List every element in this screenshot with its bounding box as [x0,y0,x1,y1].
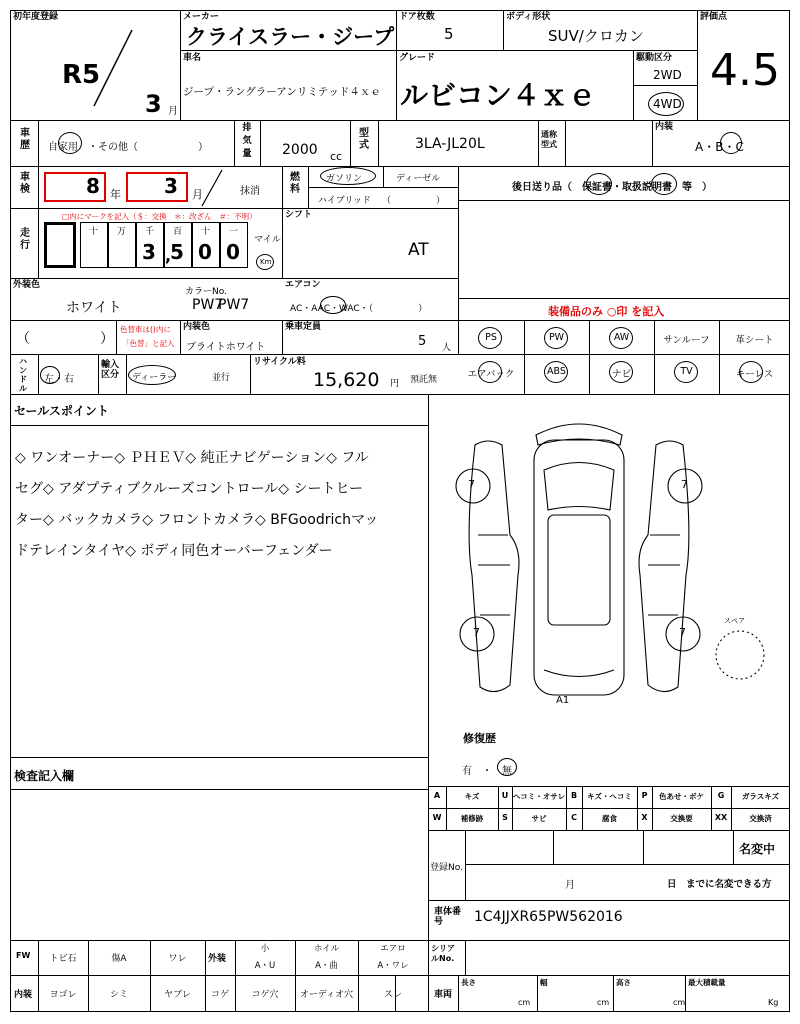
interior-grade: A・B・C [695,140,744,154]
sales-line: ター◇ バックカメラ◇ フロントカメラ◇ BFGoodrichマッ [15,512,379,528]
equipment-item: エアバック [467,369,515,380]
equipment-item: ナビ [611,369,631,380]
legend-desc: 交換済 [749,814,772,823]
tire-mark-rr: 7 [679,626,686,639]
small-label: 小 [260,944,270,954]
model-label: 車名 [183,53,202,63]
fuel-hybrid: ハイブリッド [318,196,372,206]
interior-item: オーディオ穴 [299,990,354,1000]
fw-item: 傷A [111,954,127,964]
tire-mark-fr: 7 [681,478,688,491]
handle-circle [40,366,60,384]
insp-month-suffix: 月 [192,188,203,201]
ac-circle [320,296,346,314]
docs-text: 後日送り品（ 保証書・取扱説明書 等 ） [512,182,712,193]
docs-circle-2 [651,173,677,195]
first-reg-month-suffix: 月 [168,106,178,117]
color-change-note-2: 「色替」と記入 [122,339,175,348]
name-change: 名変中 [739,842,776,856]
fuel-other: （ ） [382,196,446,206]
equipment-circle [674,361,698,383]
legend-code: B [570,791,578,800]
odometer-digit: 0 [198,240,212,264]
color-change-paren: （ ） [16,331,114,347]
bottom-divider [613,975,614,1012]
reg-day-text: 日 までに名変できる方 [667,879,772,890]
legend-code: S [502,813,508,822]
fw-label: FW [16,951,31,960]
legend-code: X [641,813,648,822]
color-no: PW7 [192,297,224,313]
interior-item: ヤブレ [164,990,191,1000]
maker-label: メーカー [183,12,219,22]
doors: 5 [444,25,454,43]
color-change-note-1: 色替車は()内に [120,325,171,334]
legend-desc: 交換要 [670,814,693,823]
equipment-item: サンルーフ [663,335,710,346]
displacement-unit: cc [330,150,343,163]
fuel-gasoline: ガソリン [326,174,363,184]
maker: クライスラー・ジープ [186,25,395,49]
int-color-label: 内装色 [183,322,211,332]
equipment-item: 革シート [735,335,774,346]
capacity-unit: 人 [442,343,452,353]
odometer-digit: 3 [142,240,156,264]
vin-value: 1C4JJXR65PW562016 [474,909,623,925]
insp-month-box [126,172,188,202]
legend-desc: 腐食 [602,814,617,823]
first-reg-era: R5 [62,60,101,90]
displacement-label: 排気量 [242,123,252,159]
body-label: ボディ形状 [506,12,551,22]
reg-month: 月 [565,880,575,891]
drive-2wd: 2WD [653,68,682,82]
fw-item: トビ石 [49,954,77,964]
shift: AT [408,240,429,260]
score-label: 評価点 [700,12,728,22]
grade-label: グレード [399,53,436,63]
legend-code: XX [714,813,728,822]
legend-desc: 色あせ・ボケ [659,792,704,801]
legend-code: U [501,791,509,800]
drive-4wd: 4WD [653,97,682,111]
legend-code: W [432,813,442,822]
handle-value: 左・右 [44,374,74,385]
mile-unit: マイル [254,235,281,245]
legend-code: C [571,813,577,822]
doors-label: ドア枚数 [399,12,435,22]
first-reg-month: 3 [145,90,162,118]
inspection-notes-title: 検査記入欄 [14,769,75,783]
equipment-circle [478,327,502,349]
interior-item: コゲ [210,990,229,1000]
type-code: 3LA-JL20L [415,136,485,152]
tire-mark-rl: 7 [473,626,480,639]
mileage-note: □内にマークを記入（＄：交換 ＊：改ざん ＃：不明） [62,212,257,221]
equipment-circle [478,361,502,383]
exterior-label: 外装 [208,954,227,964]
odometer-unit: 一 [229,227,239,237]
equipment-item: PW [548,332,565,343]
legend-desc: ヘコミ・オサレ [512,792,566,801]
tire-mark-fl: 7 [468,478,475,491]
type-label: 型式 [359,128,369,151]
score: 4.5 [710,45,780,96]
bottom-divider [395,975,396,1012]
odometer-digit: 5 [170,240,184,264]
height-unit: cm [673,998,686,1007]
height-label: 高さ [616,978,631,987]
body-type: SUV/クロカン [548,27,644,45]
equipment-circle [544,327,568,349]
serial-label: シリアルNo. [431,944,455,963]
int-color: ブライトホワイト [186,342,266,353]
mileage-box-0 [44,222,76,268]
wheel-value: A・曲 [315,961,338,971]
interior-row-label: 内装 [14,990,33,1000]
recycle-unit: 円 [390,379,400,389]
repair-value: 有 ・ 無 [462,766,512,777]
wheel-label: ホイル [313,944,340,954]
insp-year: 8 [86,174,100,198]
sales-line: セグ◇ アダプティブクルーズコントロール◇ シートヒー [15,481,363,497]
drive-4wd-circle [648,92,684,116]
sales-line: ◇ ワンオーナー◇ ＰＨＥＶ◇ 純正ナビゲーション◇ フル [15,450,369,466]
odometer-unit: 百 [173,227,183,237]
import-dealer: ディーラー [132,373,177,383]
mileage-label: 走行 [20,228,30,251]
import-parallel: 並行 [212,373,231,383]
legend-desc: キズ・ヘコミ [587,792,632,801]
km-circle [256,254,274,270]
bottom-divider [685,975,686,1012]
first-reg-label: 初年度登録 [13,12,59,22]
handle-label: ハンドル [19,357,27,393]
bottom-divider [537,975,538,1012]
equip-title: 装備品のみ ○印 を記入 [548,305,665,318]
legend-desc: サビ [531,814,547,823]
equipment-item: AW [613,332,630,343]
capacity: 5 [418,334,427,349]
history-label: 車歴 [20,128,30,151]
odometer-unit: 千 [145,227,155,237]
ac-label: エアコン [285,280,321,290]
odometer-digit: 0 [226,240,240,264]
insp-year-suffix: 年 [110,188,121,201]
displacement: 2000 [282,142,318,158]
small-value: A・U [254,961,276,971]
import-label: 輸入区分 [101,360,120,380]
fuel-label: 燃料 [290,172,300,195]
bottom-divider [458,975,459,1012]
aero-label: エアロ [380,944,406,954]
spare-label: スペア [724,617,745,625]
max-load-unit: Kg [768,998,779,1007]
sales-title: セールスポイント [14,404,109,418]
damage-a1: A1 [556,695,570,706]
recycle-value: 15,620 [313,369,380,391]
interior-item: スレ [383,990,402,1000]
car-damage-diagram [440,415,780,715]
capacity-label: 乗車定員 [285,322,322,332]
odometer-comma: , [165,246,172,265]
import-circle [128,365,176,385]
repair-circle [497,758,517,776]
legend-code: A [433,791,441,800]
fuel-gasoline-circle [320,167,376,185]
recycle-deposit: 預託無 [410,375,438,385]
length-label: 長さ [461,978,476,987]
aero-value: A・ワレ [377,961,409,971]
shift-label: シフト [285,210,313,220]
legend-code: P [641,791,648,800]
color-no-value: PW7 [218,297,250,313]
drive-label: 駆動区分 [636,53,673,63]
vin-label: 車体番号 [434,907,462,927]
bottom-divider [428,940,429,1012]
odometer-unit: 十 [201,227,211,237]
common-type-label: 通称型式 [541,130,557,149]
interior-item: ヨゴレ [49,990,77,1000]
inspection-label: 車検 [20,172,30,195]
equipment-item: TV [680,366,693,377]
bottom-divider [465,940,466,975]
repair-label: 修復歴 [463,732,496,745]
km-unit: Km [260,258,272,266]
max-load-label: 最大積載量 [688,978,726,987]
frame-label: 車両 [434,990,453,1000]
recycle-label: リサイクル料 [253,357,306,367]
odometer-unit: 万 [117,227,127,237]
width-unit: cm [597,998,610,1007]
ac-value: AC・AAC・WAC・（ ） [290,304,428,314]
equipment-circle [544,361,568,383]
equipment-circle [739,361,763,383]
equipment-item: PS [485,332,497,343]
color-no-label: カラーNo. [185,287,227,297]
legend-code: G [717,791,725,800]
interior-item: コゲ穴 [251,990,279,1000]
width-label: 幅 [540,978,548,987]
length-unit: cm [518,998,531,1007]
color-label: 外装色 [13,280,41,290]
interior-b-circle [720,132,742,154]
odometer-unit: 十 [89,227,99,237]
equipment-circle [609,327,633,349]
docs-circle-1 [586,173,612,195]
legend-desc: ガラスキズ [741,792,780,801]
reg-no-label: 登録No. [430,863,463,873]
grade: ルビコン４ｘｅ [400,79,597,112]
color: ホワイト [66,300,122,316]
slash-mark [90,28,140,108]
sales-line: ドテレインタイヤ◇ ボディ同色オーバーフェンダー [15,543,333,559]
bottom-divider [205,940,206,1012]
equipment-circle [609,361,633,383]
equipment-item: ABS [547,366,566,377]
interior-label: 内装 [655,122,674,132]
history-circle [58,132,82,154]
cancel-text: 抹消 [240,186,260,197]
legend-desc: 補修跡 [460,814,484,823]
interior-item: シミ [109,990,128,1000]
history-value: 自家用 ・その他（ ） [48,142,208,153]
sales-points [15,443,425,567]
fuel-diesel: ディーゼル [396,174,441,184]
legend-desc: キズ [464,792,480,801]
insp-month: 3 [164,174,178,198]
model-name: ジープ・ラングラーアンリミテッド４ｘｅ [183,86,381,98]
fw-item: ワレ [168,954,187,964]
equipment-item: キーレス [735,369,774,380]
